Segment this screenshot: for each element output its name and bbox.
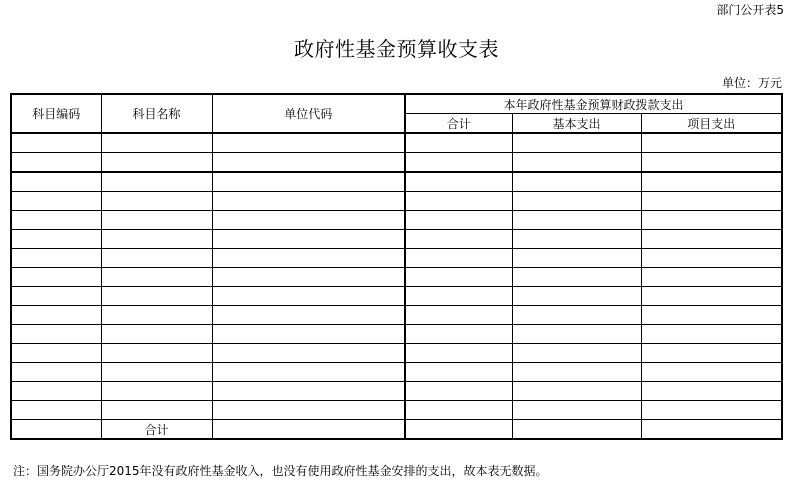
- table-cell: [212, 230, 405, 249]
- table-cell: [101, 230, 212, 249]
- table-cell: [101, 287, 212, 306]
- table-cell: [405, 287, 512, 306]
- table-cell: [405, 192, 512, 211]
- header-fund-expenditure-group: 本年政府性基金预算财政拨款支出: [405, 94, 782, 114]
- table-row: [11, 249, 782, 268]
- table-cell: [11, 382, 101, 401]
- table-cell: [11, 420, 101, 440]
- total-row-label: 合计: [101, 420, 212, 440]
- footnote: 注：国务院办公厅2015年没有政府性基金收入，也没有使用政府性基金安排的支出，故本表无数据。: [13, 464, 548, 478]
- table-cell: [405, 344, 512, 363]
- table-row: [11, 344, 782, 363]
- table-cell: [512, 230, 641, 249]
- table-cell: [512, 420, 641, 440]
- table-cell: [512, 192, 641, 211]
- table-cell: [405, 382, 512, 401]
- table-cell: [101, 401, 212, 420]
- table-cell: [11, 268, 101, 287]
- table-cell: [212, 133, 405, 153]
- budget-table: [10, 93, 781, 440]
- table-cell: [641, 172, 782, 192]
- table-cell: [212, 420, 405, 440]
- table-cell: [11, 153, 101, 173]
- table-cell: [641, 153, 782, 173]
- table-cell: [11, 211, 101, 230]
- table-cell: [212, 249, 405, 268]
- table-cell: [641, 211, 782, 230]
- table-cell: [405, 325, 512, 344]
- table-cell: [405, 172, 512, 192]
- table-number-label: 部门公开表5: [716, 3, 784, 17]
- table-cell: [11, 325, 101, 344]
- table-cell: [405, 249, 512, 268]
- table-cell: [405, 363, 512, 382]
- table-cell: [101, 192, 212, 211]
- table-cell: [11, 249, 101, 268]
- header-total: 合计: [405, 114, 512, 134]
- table-row: [11, 287, 782, 306]
- table-cell: [512, 249, 641, 268]
- header-unit-code: 单位代码: [212, 94, 405, 133]
- table-cell: [405, 268, 512, 287]
- table-cell: [11, 344, 101, 363]
- table-cell: [641, 268, 782, 287]
- table-cell: [212, 192, 405, 211]
- table-cell: [11, 172, 101, 192]
- table-cell: [641, 401, 782, 420]
- table-cell: [405, 401, 512, 420]
- table-cell: [641, 249, 782, 268]
- table-cell: [11, 363, 101, 382]
- table-cell: [641, 306, 782, 325]
- table-row: [11, 192, 782, 211]
- unit-label: 单位：万元: [721, 76, 782, 90]
- table-cell: [405, 420, 512, 440]
- table-cell: [641, 192, 782, 211]
- table-cell: [212, 306, 405, 325]
- table-cell: [405, 306, 512, 325]
- table-cell: [512, 306, 641, 325]
- table-cell: [512, 133, 641, 153]
- table-cell: [101, 306, 212, 325]
- table-cell: [641, 133, 782, 153]
- table-cell: [101, 249, 212, 268]
- table-cell: [512, 172, 641, 192]
- table-cell: [641, 382, 782, 401]
- table-cell: [101, 268, 212, 287]
- table-row: [11, 306, 782, 325]
- table-cell: [512, 268, 641, 287]
- table-cell: [405, 153, 512, 173]
- table-cell: [512, 344, 641, 363]
- table-cell: [101, 211, 212, 230]
- table-cell: [11, 287, 101, 306]
- table-cell: [11, 401, 101, 420]
- page-title: 政府性基金预算收支表: [294, 37, 499, 61]
- table-cell: [641, 420, 782, 440]
- table-cell: [212, 325, 405, 344]
- table-cell: [101, 325, 212, 344]
- table-row: [11, 363, 782, 382]
- table-cell: [212, 211, 405, 230]
- table-cell: [512, 211, 641, 230]
- table-cell: [641, 363, 782, 382]
- table-row: [11, 133, 782, 153]
- table-cell: [641, 230, 782, 249]
- table-cell: [212, 382, 405, 401]
- table-cell: [512, 153, 641, 173]
- table-row: [11, 153, 782, 173]
- header-project-expenditure: 项目支出: [641, 114, 782, 134]
- table-row: [11, 172, 782, 192]
- table-cell: [11, 192, 101, 211]
- table-cell: [405, 230, 512, 249]
- table-row: [11, 325, 782, 344]
- table-cell: [101, 363, 212, 382]
- header-subject-name: 科目名称: [101, 94, 212, 133]
- table-cell: [212, 153, 405, 173]
- table-cell: [641, 287, 782, 306]
- table-cell: [212, 287, 405, 306]
- table-cell: [101, 172, 212, 192]
- table-cell: [641, 325, 782, 344]
- table-cell: [212, 401, 405, 420]
- table-cell: [212, 344, 405, 363]
- table-cell: [101, 133, 212, 153]
- table-row: [11, 382, 782, 401]
- table-cell: [11, 230, 101, 249]
- table-row: [11, 211, 782, 230]
- table-row: [11, 401, 782, 420]
- table-cell: [512, 382, 641, 401]
- table-row: [11, 230, 782, 249]
- table-cell: [212, 363, 405, 382]
- table-cell: [101, 382, 212, 401]
- table-cell: [512, 325, 641, 344]
- table-cell: [512, 287, 641, 306]
- table-total-row: [11, 420, 782, 440]
- table-cell: [101, 344, 212, 363]
- table-cell: [405, 133, 512, 153]
- header-subject-code: 科目编码: [11, 94, 101, 133]
- table-cell: [11, 133, 101, 153]
- table-cell: [641, 344, 782, 363]
- table-row: [11, 268, 782, 287]
- table-cell: [512, 401, 641, 420]
- table-cell: [11, 306, 101, 325]
- header-basic-expenditure: 基本支出: [512, 114, 641, 134]
- table-cell: [212, 268, 405, 287]
- table-cell: [101, 153, 212, 173]
- table-cell: [512, 363, 641, 382]
- table-cell: [405, 211, 512, 230]
- table-cell: [212, 172, 405, 192]
